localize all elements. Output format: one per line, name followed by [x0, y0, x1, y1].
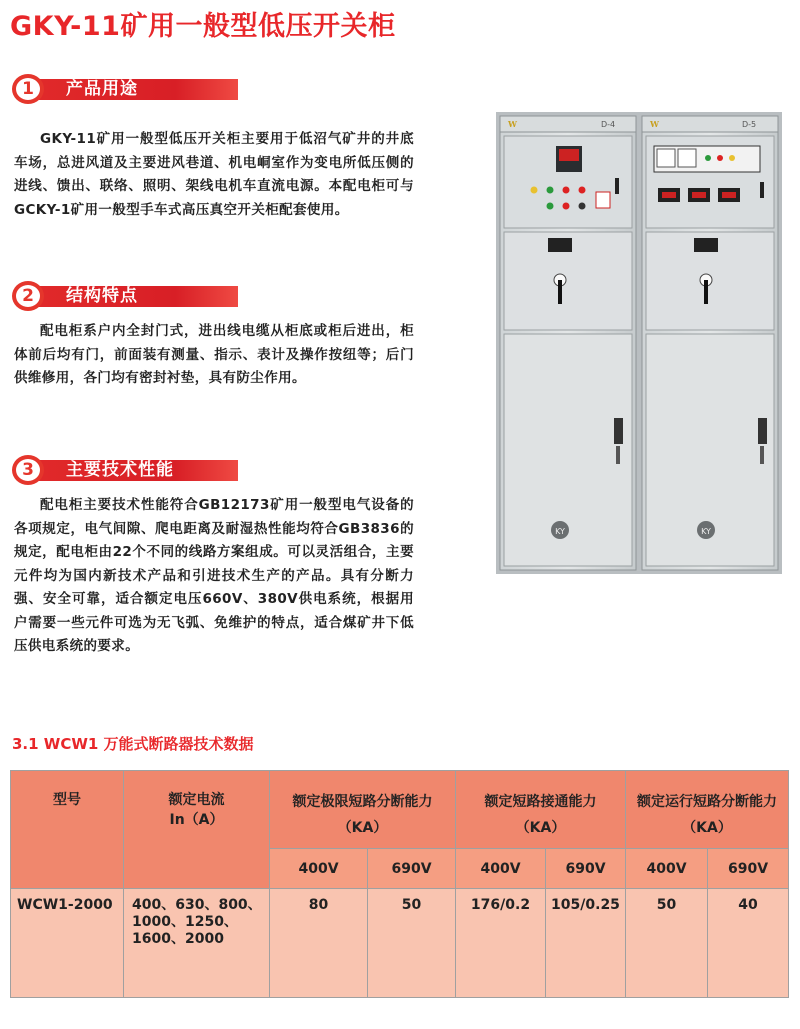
section-heading-label: 结构特点 — [66, 286, 138, 306]
header-service-breaking-line1: 额定运行短路分断能力 — [637, 794, 777, 810]
section-performance-text: 配电柜主要技术性能符合GB12173矿用一般型电气设备的各项规定，电气间隙、爬电距离及耐湿热性能均符合GB3836的规定，配电柜由22个不同的线路方案组成。可以灵活组合，主要元件均为国内新技术产品和引进技术生产的产品。具有分断力强、安全可靠，适合额定电压660V、380V供电系统，根据用户需要一些元件可选为无飞弧、免维护的特点，适合煤矿井下低压供电系统的要求。 — [14, 497, 414, 654]
header-ultimate-breaking-line2: （KA） — [337, 820, 388, 836]
header-service-breaking-line2: （KA） — [682, 820, 732, 836]
header-making-capacity-line1: 额定短路接通能力 — [484, 794, 597, 810]
cell-current: 400、630、800、1000、1250、1600、2000 — [124, 889, 270, 998]
svg-text:KY: KY — [555, 527, 565, 536]
cell-value: 176/0.2 — [456, 889, 546, 998]
cell-value: 50 — [368, 889, 456, 998]
voltage-header: 400V — [626, 849, 708, 889]
cell-value: 105/0.25 — [546, 889, 626, 998]
header-ultimate-breaking — [270, 771, 456, 849]
left-cabinet-header: D-4 — [601, 120, 616, 129]
breaker-spec-table — [10, 770, 789, 998]
voltage-header: 690V — [708, 849, 789, 889]
table-title: 3.1 WCW1 万能式断路器技术数据 — [12, 735, 254, 753]
cell-value: 50 — [626, 889, 708, 998]
voltage-header: 690V — [546, 849, 626, 889]
voltage-header: 400V — [270, 849, 368, 889]
section-usage-text: GKY-11矿用一般型低压开关柜主要用于低沼气矿井的井底车场，总进风道及主要进风巷道、机电峒室作为变电所低压侧的进线、馈出、联络、照明、架线电机车直流电源。本配电柜可与GCKY-1矿用一般型手车式高压真空开关柜配套使用。 — [14, 131, 414, 218]
voltage-header: 400V — [456, 849, 546, 889]
table-row — [11, 889, 789, 998]
section-heading-usage — [12, 74, 238, 104]
header-service-breaking — [626, 771, 789, 849]
right-cabinet-header: D-5 — [742, 120, 757, 129]
section-heading-label: 主要技术性能 — [66, 460, 174, 480]
header-rated-current — [124, 771, 270, 889]
svg-text:KY: KY — [701, 527, 711, 536]
cell-model: WCW1-2000 — [11, 889, 124, 998]
header-making-capacity — [456, 771, 626, 849]
voltage-header: 690V — [368, 849, 456, 889]
cabinet-logo-icon: W — [650, 119, 659, 129]
header-rated-current-line1: 额定电流 — [168, 792, 225, 808]
cell-value: 40 — [708, 889, 789, 998]
switchgear-cabinet-photo — [496, 112, 782, 574]
header-making-capacity-line2: （KA） — [515, 820, 566, 836]
header-model: 型号 — [11, 771, 124, 889]
header-ultimate-breaking-line1: 额定极限短路分断能力 — [292, 794, 433, 810]
section-number-badge: 1 — [12, 74, 44, 104]
cell-value: 80 — [270, 889, 368, 998]
section-heading-performance — [12, 455, 238, 485]
section-structure-text: 配电柜系户内全封门式，进出线电缆从柜底或柜后进出，柜体前后均有门，前面装有测量、指示、表计及操作按纽等；后门供维修用，各门均有密封衬垫，具有防尘作用。 — [14, 323, 414, 386]
section-number-badge: 2 — [12, 281, 44, 311]
section-heading-label: 产品用途 — [66, 79, 138, 99]
header-rated-current-line2: In（A） — [169, 812, 224, 828]
page-title: GKY-11矿用一般型低压开关柜 — [10, 11, 396, 42]
cabinet-logo-icon: W — [508, 119, 517, 129]
section-number-badge: 3 — [12, 455, 44, 485]
section-heading-structure — [12, 281, 238, 311]
